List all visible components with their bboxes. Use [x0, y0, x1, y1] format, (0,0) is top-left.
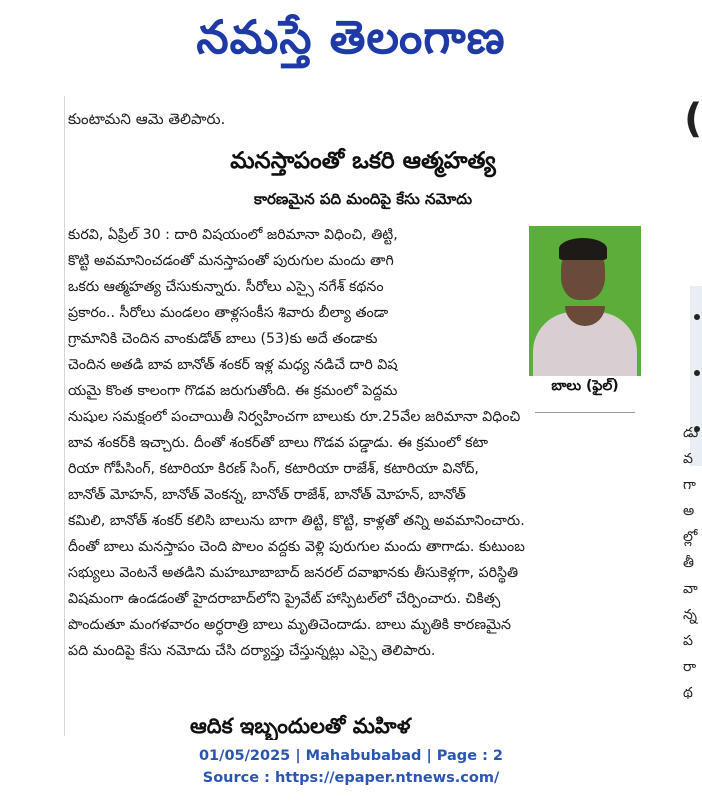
article-body-line: నుషుల సమక్షంలో పంచాయితీ నిర్వహించగా బాలుకు రూ.25వేల జరిమానా విధించి: [68, 409, 521, 425]
article-body-line: విషమంగా ఉండడంతో హైదరాబాద్‌లోని ప్రైవేట్ హాస్పిటల్‌లో చేర్పించారు. చికిత్స: [68, 591, 501, 607]
footer-source: Source : https://epaper.ntnews.com/: [202, 770, 500, 786]
adjacent-column-fragment: డు: [683, 425, 699, 441]
caption-rule: [535, 412, 635, 413]
cut-off-text-line: [68, 92, 628, 100]
article-body-line: యమై కొంత కాలంగా గొడవ జరుగుతోంది. ఈ క్రమంలో పెద్దమ: [68, 383, 398, 399]
article-body-line: కురవి, ఏప్రిల్ 30 : దారి విషయంలో జరిమానా విధించి, తిట్టి,: [68, 227, 398, 243]
article-body-line: కొట్టి అవమానించడంతో మనస్తాపంతో పురుగుల మందు తాగి: [68, 253, 394, 269]
adjacent-column-fragment: అ: [683, 503, 695, 519]
article-body-line: ప్రకారం.. సీరోలు మండలం తాళ్లసంకీస శివారు బీల్యా తండా: [68, 305, 389, 321]
person-photo: [529, 226, 641, 376]
article-body-line: పది మందిపై కేసు నమోదు చేసి దర్యాప్తు చేస్తున్నట్లు ఎస్సై తెలిపారు.: [68, 643, 436, 659]
adjacent-column-fragment: వా: [683, 581, 698, 597]
adjacent-column-fragment: తీ: [683, 555, 694, 571]
bullet-icon: [694, 370, 700, 376]
article-subheadline: కారణమైన పది మందిపై కేసు నమోదు: [253, 190, 473, 208]
article-body-line: బానోత్ మోహన్, బానోత్ వెంకన్న, బానోత్ రాజేశ్, బానోత్ మోహన్, బానోత్: [68, 487, 466, 503]
article-body-line: పొందుతూ మంగళవారం అర్ధరాత్రి బాలు మృతిచెందాడు. బాలు మృతికి కారణమైన: [68, 617, 512, 633]
article-body-line: సభ్యులు వెంటనే అతడిని మహబూబాబాద్ జనరల్ దవాఖానకు తీసుకెళ్లగా, పరిస్థితి: [68, 565, 519, 581]
adjacent-column-fragment: థ: [683, 685, 693, 701]
article-clipping: [60, 86, 666, 740]
article-body-line: గ్రామానికి చెందిన వాంకుడోత్ బాలు (53)కు అదే తండాకు: [68, 331, 378, 347]
adjacent-column-fragment: న్న: [683, 607, 697, 623]
previous-story-tail: కుంటామని ఆమె తెలిపారు.: [68, 110, 226, 128]
newspaper-logo: నమస్తే తెలంగాణ: [196, 10, 506, 64]
adjacent-column-fragment: వ: [683, 451, 693, 467]
article-body-line: ఒకరు ఆత్మహత్య చేసుకున్నారు. సీరోలు ఎస్సై నగేశ్ కథనం: [68, 279, 384, 295]
adjacent-column-fragment: ప: [683, 633, 693, 649]
footer-date-edition: 01/05/2025 | Mahabubabad | Page : 2: [198, 748, 504, 764]
adjacent-column-edge: (: [684, 86, 702, 736]
adjacent-column-fragment: రా: [683, 659, 697, 675]
article-body-line: దీంతో బాలు మనస్తాపం చెంది పొలం వద్దకు వెళ్లి పురుగుల మందు తాగాడు. కుటుంబ: [68, 539, 525, 555]
adjacent-column-fragment: ల్లో: [683, 529, 698, 545]
next-story-headline: ఆదిక ఇబ్బందులతో మహిళ: [190, 714, 411, 738]
article-body-line: కమిలి, బానోత్ శంకర్ కలిసి బాలును బాగా తిట్టి, కొట్టి, కాళ్లతో తన్ని అవమానించారు.: [68, 513, 525, 529]
article-body-line: బావ శంకర్‌కి ఇచ్చారు. దీంతో శంకర్‌తో బాలు గొడవ పడ్డాడు. ఈ క్రమంలో కటా: [68, 435, 489, 451]
bullet-icon: [694, 314, 700, 320]
article-body-line: చెందిన అతడి బావ బానోత్ శంకర్ ఇళ్ల మధ్య నడిచే దారి విష: [68, 357, 398, 373]
article-body-line: రియా గోపీసింగ్, కటారియా కిరణ్ సింగ్, కటారియా రాజేశ్, కటారియా వినోద్,: [68, 461, 479, 477]
adjacent-column-text: [683, 420, 702, 720]
article-headline: మనస్తాపంతో ఒకరి ఆత్మహత్య: [230, 148, 496, 174]
adjacent-column-fragment: గా: [683, 477, 696, 493]
masthead: [0, 0, 702, 86]
photo-caption: బాలు (ఫైల్): [551, 378, 619, 394]
